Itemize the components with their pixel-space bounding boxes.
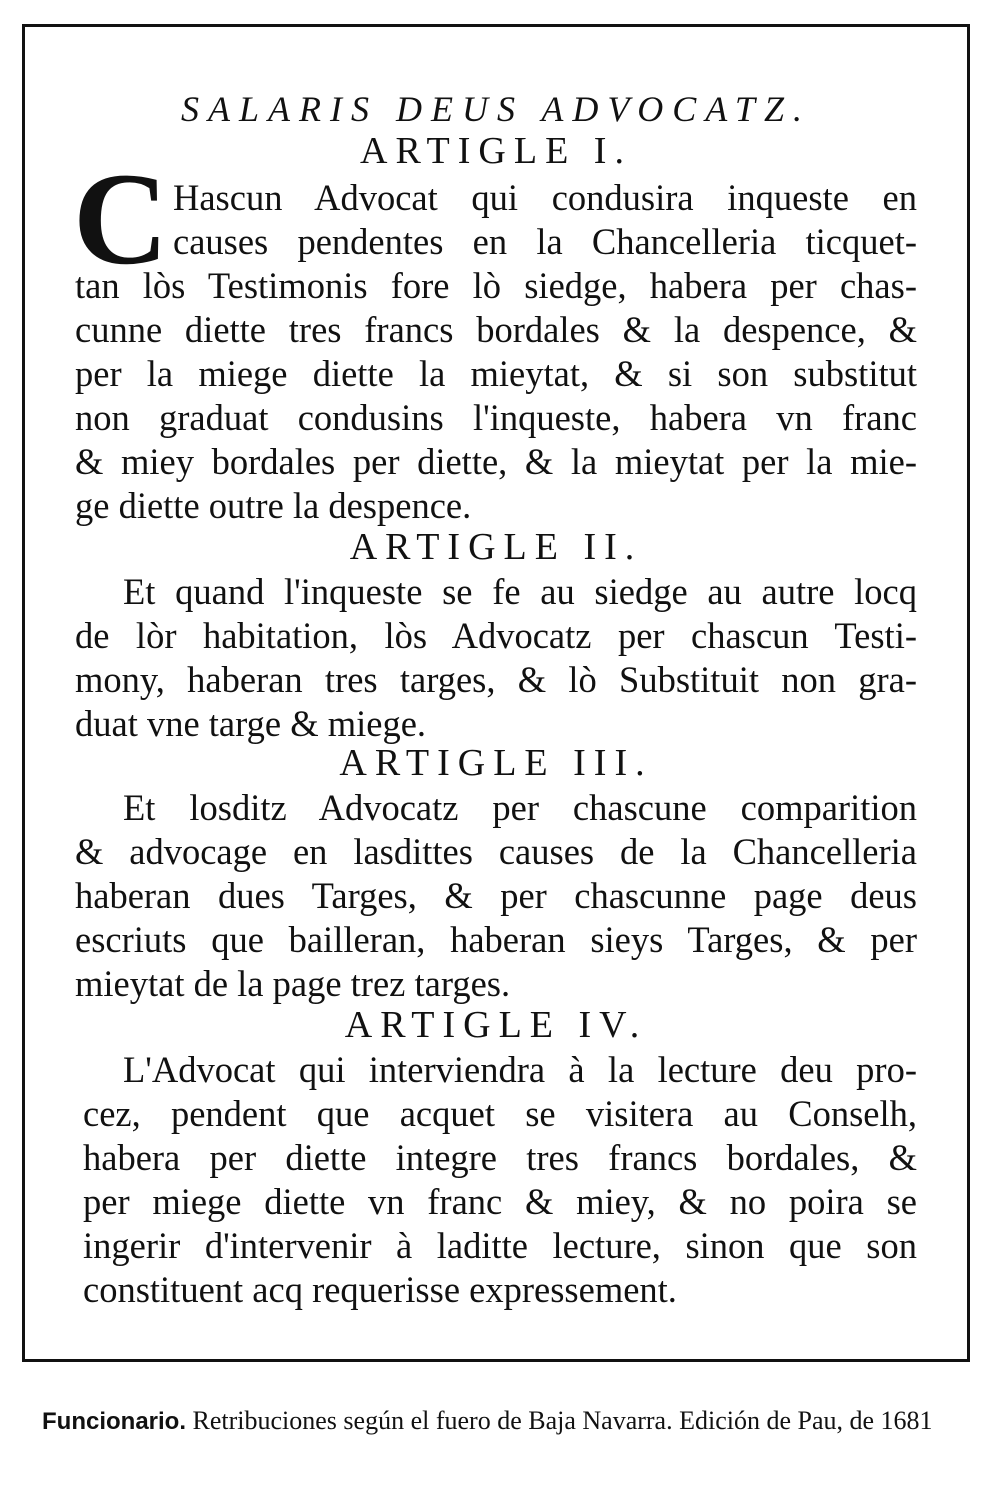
article-4-line-3: habera per diette integre tres francs bordales, & xyxy=(83,1137,917,1178)
article-4-line-6: constituent acq requerisse expressement. xyxy=(83,1269,677,1310)
article-1-line-3: tan lòs Testimonis fore lò siedge, habera per chas- xyxy=(75,265,917,306)
article-3-heading: ARTIGLE III. xyxy=(339,742,653,784)
article-3-line-2: & advocage en lasdittes causes de la Chancelleria xyxy=(75,831,917,872)
article-2-line-3: mony, haberan tres targes, & lò Substituit non gra- xyxy=(75,659,917,700)
article-1-line-1: Hascun Advocat qui condusira inqueste en xyxy=(173,177,917,218)
article-3-line-1: Et losditz Advocatz per chascune comparition xyxy=(123,787,917,828)
article-4-line-2: cez, pendent que acquet se visitera au Conselh, xyxy=(83,1093,917,1134)
caption-label: Funcionario. xyxy=(42,1408,186,1435)
caption-text: Retribuciones según el fuero de Baja Navarra. Edición de Pau, de 1681 xyxy=(192,1406,933,1435)
article-2-heading: ARTIGLE II. xyxy=(349,526,643,568)
drop-cap: C xyxy=(73,145,169,292)
article-2-line-4: duat vne targe & miege. xyxy=(75,703,427,744)
article-4-line-5: ingerir d'intervenir à laditte lecture, sinon que son xyxy=(83,1225,917,1266)
article-1-line-4: cunne diette tres francs bordales & la despence, & xyxy=(75,309,917,350)
article-1-line-7: & miey bordales per diette, & la mieytat per la mie- xyxy=(75,441,917,482)
article-3-line-4: escriuts que bailleran, haberan sieys Targes, & per xyxy=(75,919,917,960)
article-2-line-2: de lòr habitation, lòs Advocatz per chascun Testi- xyxy=(75,615,917,656)
article-2-line-1: Et quand l'inqueste se fe au siedge au autre locq xyxy=(123,571,917,612)
article-3-line-3: haberan dues Targes, & per chascunne page deus xyxy=(75,875,917,916)
article-1-heading: ARTIGLE I. xyxy=(360,130,632,172)
article-4-line-4: per miege diette vn franc & miey, & no poira se xyxy=(83,1181,917,1222)
figure-caption xyxy=(42,1404,962,1439)
article-1-line-5: per la miege diette la mieytat, & si son substitut xyxy=(75,353,917,394)
document-title: SALARIS DEUS ADVOCATZ. xyxy=(181,89,811,129)
article-1-line-6: non graduat condusins l'inqueste, habera vn franc xyxy=(75,397,917,438)
article-3-line-5: mieytat de la page trez targes. xyxy=(75,963,511,1004)
article-4-heading: ARTIGLE IV. xyxy=(344,1004,648,1046)
article-4-line-1: L'Advocat qui interviendra à la lecture deu pro- xyxy=(123,1049,917,1090)
article-1-line-8: ge diette outre la despence. xyxy=(75,485,472,526)
document-frame xyxy=(22,24,970,1362)
article-1-line-2: causes pendentes en la Chancelleria ticquet- xyxy=(173,221,917,262)
